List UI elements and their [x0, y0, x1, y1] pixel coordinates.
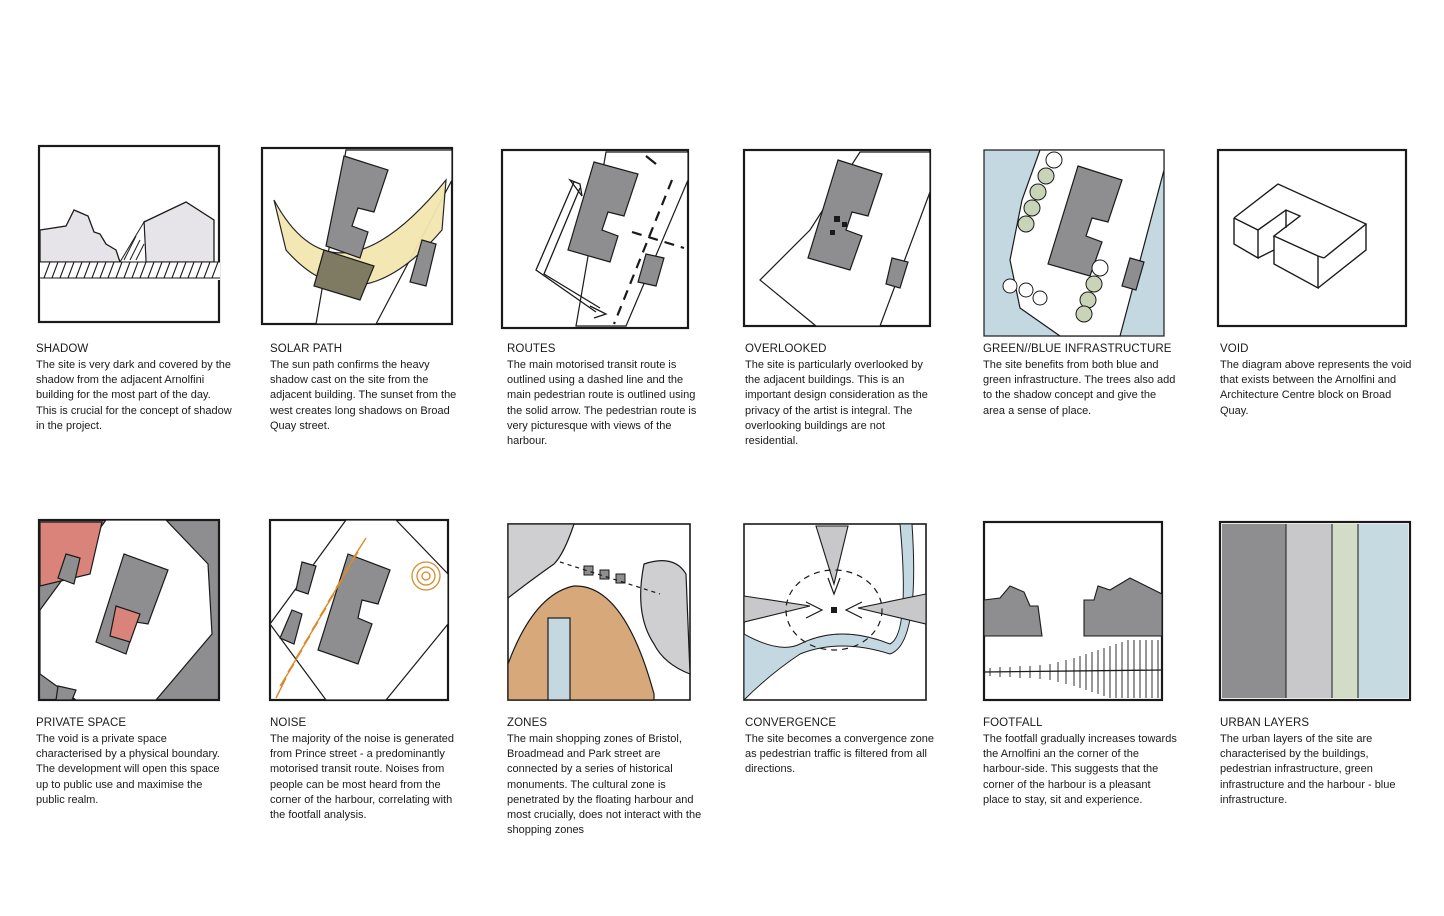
- panel-title: ROUTES: [507, 343, 556, 355]
- panel-description: The majority of the noise is generated from Prince street - a predominantly motorised transit route. Noises from people can be most heard from the corner of the harbour, correlating with the footfall analysis.: [270, 733, 455, 822]
- panel-title: NOISE: [270, 717, 307, 729]
- panel-description: The site becomes a convergence zone as pedestrian traffic is filtered from all directions.: [745, 733, 934, 776]
- panel-description: The urban layers of the site are characterised by the buildings, pedestrian infrastructure, green infrastructure and the harbour - blue infrastructure.: [1220, 733, 1396, 806]
- overlooked-sketch: [740, 140, 940, 330]
- shadow-sketch: [36, 140, 226, 330]
- green-blue-sketch: [980, 140, 1180, 340]
- routes-sketch: [496, 140, 696, 330]
- panel-title: URBAN LAYERS: [1220, 717, 1310, 729]
- urban-layers-sketch: [1214, 514, 1414, 704]
- panel-title: CONVERGENCE: [745, 717, 837, 729]
- panel-title: VOID: [1220, 343, 1249, 355]
- convergence-sketch: [740, 514, 930, 704]
- solar-path-sketch: [256, 140, 456, 330]
- zones-sketch: [504, 514, 694, 704]
- panel-title: OVERLOOKED: [745, 343, 827, 355]
- panel-description: The main motorised transit route is outlined using a dashed line and the main pedestrian route is outlined using the solid arrow. The pedestrian route is very picturesque with views of the harbour.: [507, 359, 697, 448]
- panel-description: The site is very dark and covered by the shadow from the adjacent Arnolfini building for the most part of the day. This is crucial for the concept of shadow in the project.: [36, 359, 232, 432]
- panel-description: The site is particularly overlooked by the adjacent buildings. This is an important design consideration as the privacy of the artist is integral. The overlooking buildings are not residential.: [745, 359, 928, 448]
- panel-title: ZONES: [507, 717, 548, 729]
- panel-description: The void is a private space characterised by a physical boundary. The development will open this space up to public use and maximise the public realm.: [36, 733, 220, 806]
- panel-title: FOOTFALL: [983, 717, 1043, 729]
- panel-description: The main shopping zones of Bristol, Broadmead and Park street are connected by a series of historical monuments. The cultural zone is penetrated by the floating harbour and most crucially, does not interact with the shopping zones: [507, 733, 702, 837]
- noise-sketch: [266, 514, 456, 704]
- panel-title: PRIVATE SPACE: [36, 717, 127, 729]
- panel-title: SHADOW: [36, 343, 89, 355]
- panel-description: The sun path confirms the heavy shadow cast on the site from the adjacent building. The sunset from the west creates long shadows on Broad Quay street.: [270, 359, 457, 432]
- panel-title: GREEN//BLUE INFRASTRUCTURE: [983, 343, 1172, 355]
- panel-description: The diagram above represents the void that exists between the Arnolfini and Architecture Centre block on Broad Quay.: [1220, 359, 1412, 417]
- private-space-sketch: [36, 514, 226, 704]
- void-sketch: [1214, 140, 1414, 330]
- panel-description: The site benefits from both blue and green infrastructure. The trees also add to the shadow concept and give the area a sense of place.: [983, 359, 1176, 417]
- panel-title: SOLAR PATH: [270, 343, 343, 355]
- panel-description: The footfall gradually increases towards the Arnolfini an the corner of the harbour-side. This suggests that the corner of the harbour is a pleasant place to stay, sit and experience.: [983, 733, 1177, 806]
- footfall-sketch: [980, 514, 1170, 704]
